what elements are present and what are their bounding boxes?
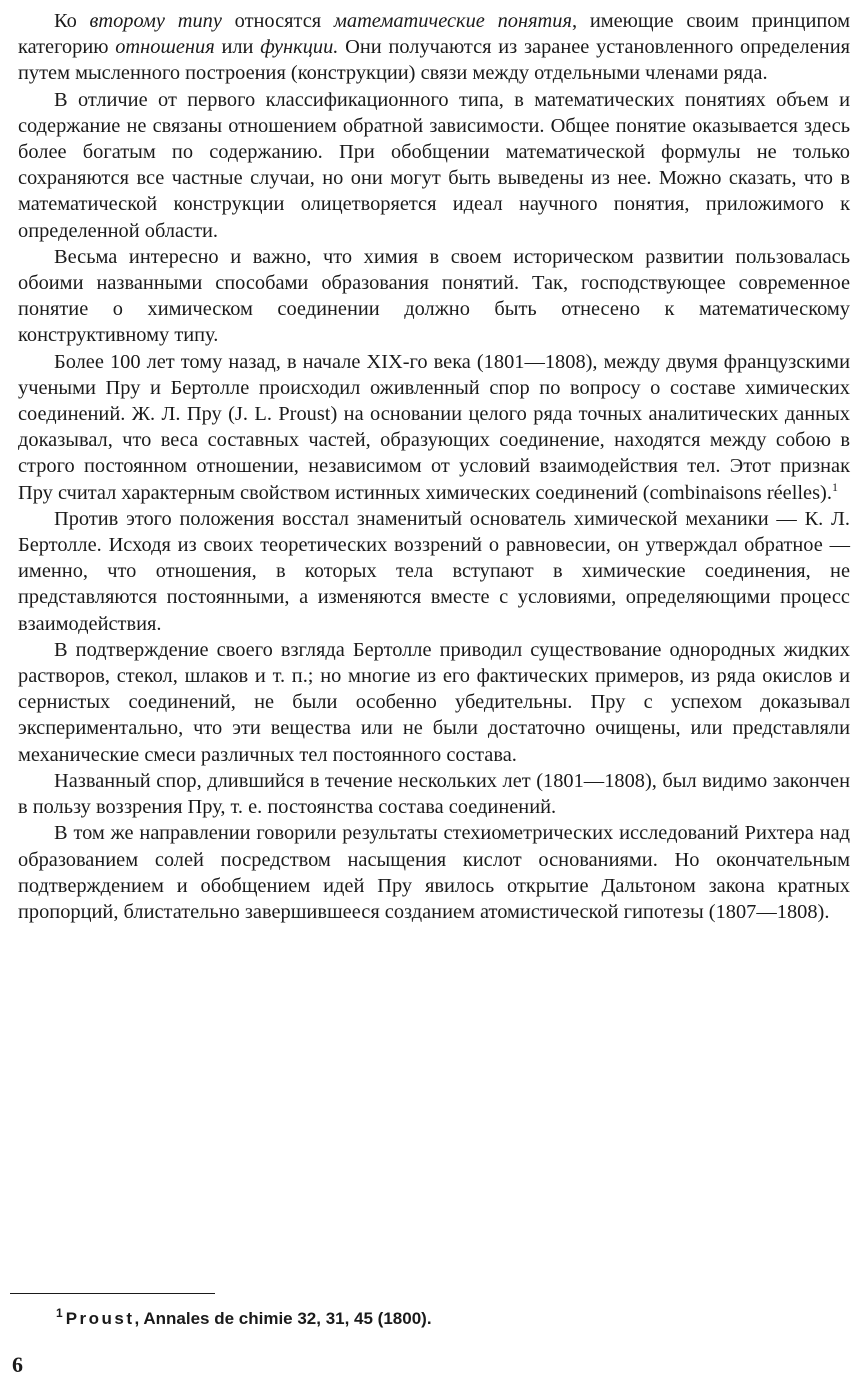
paragraph — [18, 637, 850, 768]
footnote-mark: 1 — [56, 1306, 63, 1321]
emphasized-text: второму типу — [89, 10, 222, 32]
paragraph-text: , имеющие своим принципом категорию — [18, 10, 850, 59]
page-body — [18, 8, 850, 925]
emphasized-text: отношения — [115, 36, 215, 59]
paragraph-text: относятся — [221, 10, 334, 32]
paragraph — [18, 768, 850, 820]
paragraph — [18, 244, 850, 349]
page-number: 6 — [12, 1352, 23, 1377]
paragraph-text: В том же направлении говорили результаты стехиометрических исследований Рихтера над образованием солей посредством насыщения кислот основаниями. Но окончательным подтверждением и обобщением идей Пру явилось открытие Дальтоном закона кратных пропорций, блистательно завершившееся созданием атомистической гипотезы (1807—1808). — [18, 822, 850, 923]
paragraph-text: Ко — [54, 10, 90, 32]
footnote-reference: 1 — [831, 479, 838, 494]
footnote-author: Proust — [65, 1309, 135, 1328]
paragraph-text: В отличие от первого классификационного типа, в математических понятиях объем и содержание не связаны отношением обратной зависимости. Общее понятие оказывается здесь более богатым по содержанию. При обобщении математической формулы не только сохраняются все частные случаи, но они могут быть выведены из нее. Можно сказать, что в математической конструкции олицетворяется идеал научного понятия, приложимого к определенной области. — [18, 88, 850, 242]
paragraph-text: Против этого положения восстал знаменитый основатель химической механики — К. Л. Бертолле. Исходя из своих теоретических воззрений о равновесии, он утверждал обратное — именно, что отношения, в которых тела вступают в химические соединения, не представляются постоянными, а изменяются вместе с условиями, определяющими процесс взаимодействия. — [18, 507, 850, 635]
footnote-divider — [10, 1293, 215, 1294]
paragraph-text: Они получаются из заранее установленного определения путем мысленного построения (конструкции) связи между отдельными членами ряда. — [18, 36, 850, 85]
paragraph-text: Названный спор, длившийся в течение нескольких лет (1801—1808), был видимо закончен в пользу воззрения Пру, т. е. постоянства состава соединений. — [18, 769, 850, 819]
paragraph-text: В подтверждение своего взгляда Бертолле приводил существование однородных жидких растворов, стекол, шлаков и т. п.; но многие из его фактических примеров, из ряда окислов и сернистых соединений, не были особенно убедительны. Пру с успехом доказывал экспериментально, что эти вещества или не были достаточно очищены, или представляли механические смеси различных тел постоянного состава. — [18, 638, 850, 766]
footnote — [56, 1308, 432, 1330]
paragraph — [18, 8, 850, 87]
paragraph — [18, 820, 850, 925]
footnote-text: , Annales de chimie 32, 31, 45 (1800). — [134, 1309, 432, 1328]
paragraph — [18, 506, 850, 637]
paragraph-text: или — [214, 36, 261, 59]
paragraph — [18, 87, 850, 244]
paragraph-text: Весьма интересно и важно, что химия в своем историческом развитии пользовалась обоими названными способами образования понятий. Так, господствующее современное понятие о химическом соединении должно быть отнесено к математическому конструктивному типу. — [18, 245, 850, 347]
emphasized-text: функции. — [260, 36, 339, 59]
paragraph-text: Более 100 лет тому назад, в начале XIX-го века (1801—1808), между двумя французскими учеными Пру и Бертолле происходил оживленный спор по вопросу о составе химических соединений. Ж. Л. Пру (J. L. Proust) на основании целого ряда точных аналитических данных доказывал, что веса составных частей, образующих соединение, находятся между собою в строго постоянном отношении, независимом от условий взаимодействия тел. Этот признак Пру считал характерным свойством истинных химических соединений (combinaisons réelles). — [18, 350, 850, 504]
emphasized-text: математические понятия — [333, 10, 572, 32]
paragraph — [18, 349, 850, 506]
